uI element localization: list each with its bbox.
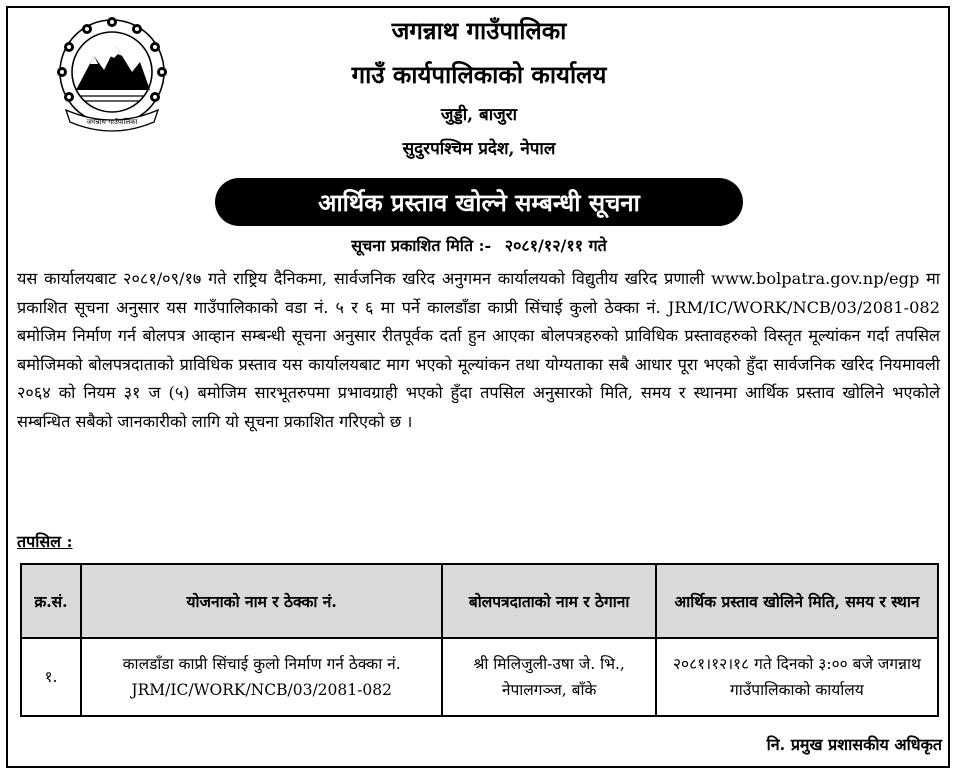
pub-date-label: सूचना प्रकाशित मिति :- [351, 236, 492, 255]
cell-bidder: श्री मिलिजुली-उषा जे. भि., नेपालगञ्ज, बाँके [442, 638, 655, 716]
cell-project: कालडाँडा काप्री सिंचाई कुलो निर्माण गर्न ठेक्का नं. JRM/IC/WORK/NCB/03/2081-082 [81, 638, 442, 716]
sub-office-name: गाउँ कार्यपालिकाको कार्यालय [351, 60, 607, 89]
signature-designation: नि. प्रमुख प्रशासकीय अधिकृत [766, 735, 942, 754]
details-heading: तपसिल : [17, 532, 73, 551]
table-row [21, 638, 938, 716]
notice-body: यस कार्यालयबाट २०८१/०९/१७ गते राष्ट्रिय दैनिकमा, सार्वजनिक खरिद अनुगमन कार्यालयको विद्युतीय खरिद प्रणाली www.bolpatra.gov.np/egp मा प्रकाशित सूचना अनुसार यस गाउँपालिकाको वडा नं. ५ र ६ मा पर्ने कालडाँडा काप्री सिंचाई कुलो ठेक्का नं. JRM/IC/WORK/NCB/03/2081-082 बमोजिम निर्माण गर्न बोलपत्र आव्हान सम्बन्धी सूचना अनुसार रीतपूर्वक दर्ता हुन आएका बोलपत्रहरुको प्राविधिक प्रस्तावहरुको विस्तृत मूल्यांकन गर्दा तपसिल बमोजिमको बोलपत्रदाताको प्राविधिक प्रस्ताव यस कार्यालयबाट माग भएको मूल्यांकन तथा योग्यताका सबै आधार पूरा भएको हुँदा सार्वजनिक खरिद नियमावली २०६४ को नियम ३१ ज (५) बमोजिम सारभूतरुपमा प्रभावग्राही भएको हुँदा तपसिल अनुसारको मिति, समय र स्थानमा आर्थिक प्रस्ताव खोलिने भएकोले सम्बन्धित सबैको जानकारीको लागि यो सूचना प्रकाशित गरिएको छ । [17, 269, 940, 431]
pub-date-value: २०८१/१२/११ गते [504, 236, 607, 255]
col-header-sn: क्र.सं. [21, 564, 81, 638]
notice-title: आर्थिक प्रस्ताव खोल्ने सम्बन्धी सूचना [318, 187, 640, 217]
table-header-row [21, 564, 938, 638]
col-header-opening: आर्थिक प्रस्ताव खोलिने मिति, समय र स्थान [656, 564, 938, 638]
emblem-ribbon-text: जगन्नाथ गाउँपालिका [86, 118, 138, 126]
cell-sn: १. [21, 638, 81, 716]
details-table [20, 563, 939, 717]
address-line-2: सुदुरपश्चिम प्रदेश, नेपाल [402, 139, 556, 159]
col-header-project: योजनाको नाम र ठेक्का नं. [81, 564, 442, 638]
cell-opening: २०८१।१२।१८ गते दिनको ३:०० बजे जगन्नाथ गाउँपालिकाको कार्यालय [656, 638, 938, 716]
col-header-bidder: बोलपत्रदाताको नाम र ठेगाना [442, 564, 655, 638]
notice-title-banner [215, 178, 743, 226]
publication-date [0, 234, 958, 256]
office-name: जगन्नाथ गाउँपालिका [391, 16, 567, 45]
address-line-1: जुड्डी, बाजुरा [440, 105, 518, 125]
